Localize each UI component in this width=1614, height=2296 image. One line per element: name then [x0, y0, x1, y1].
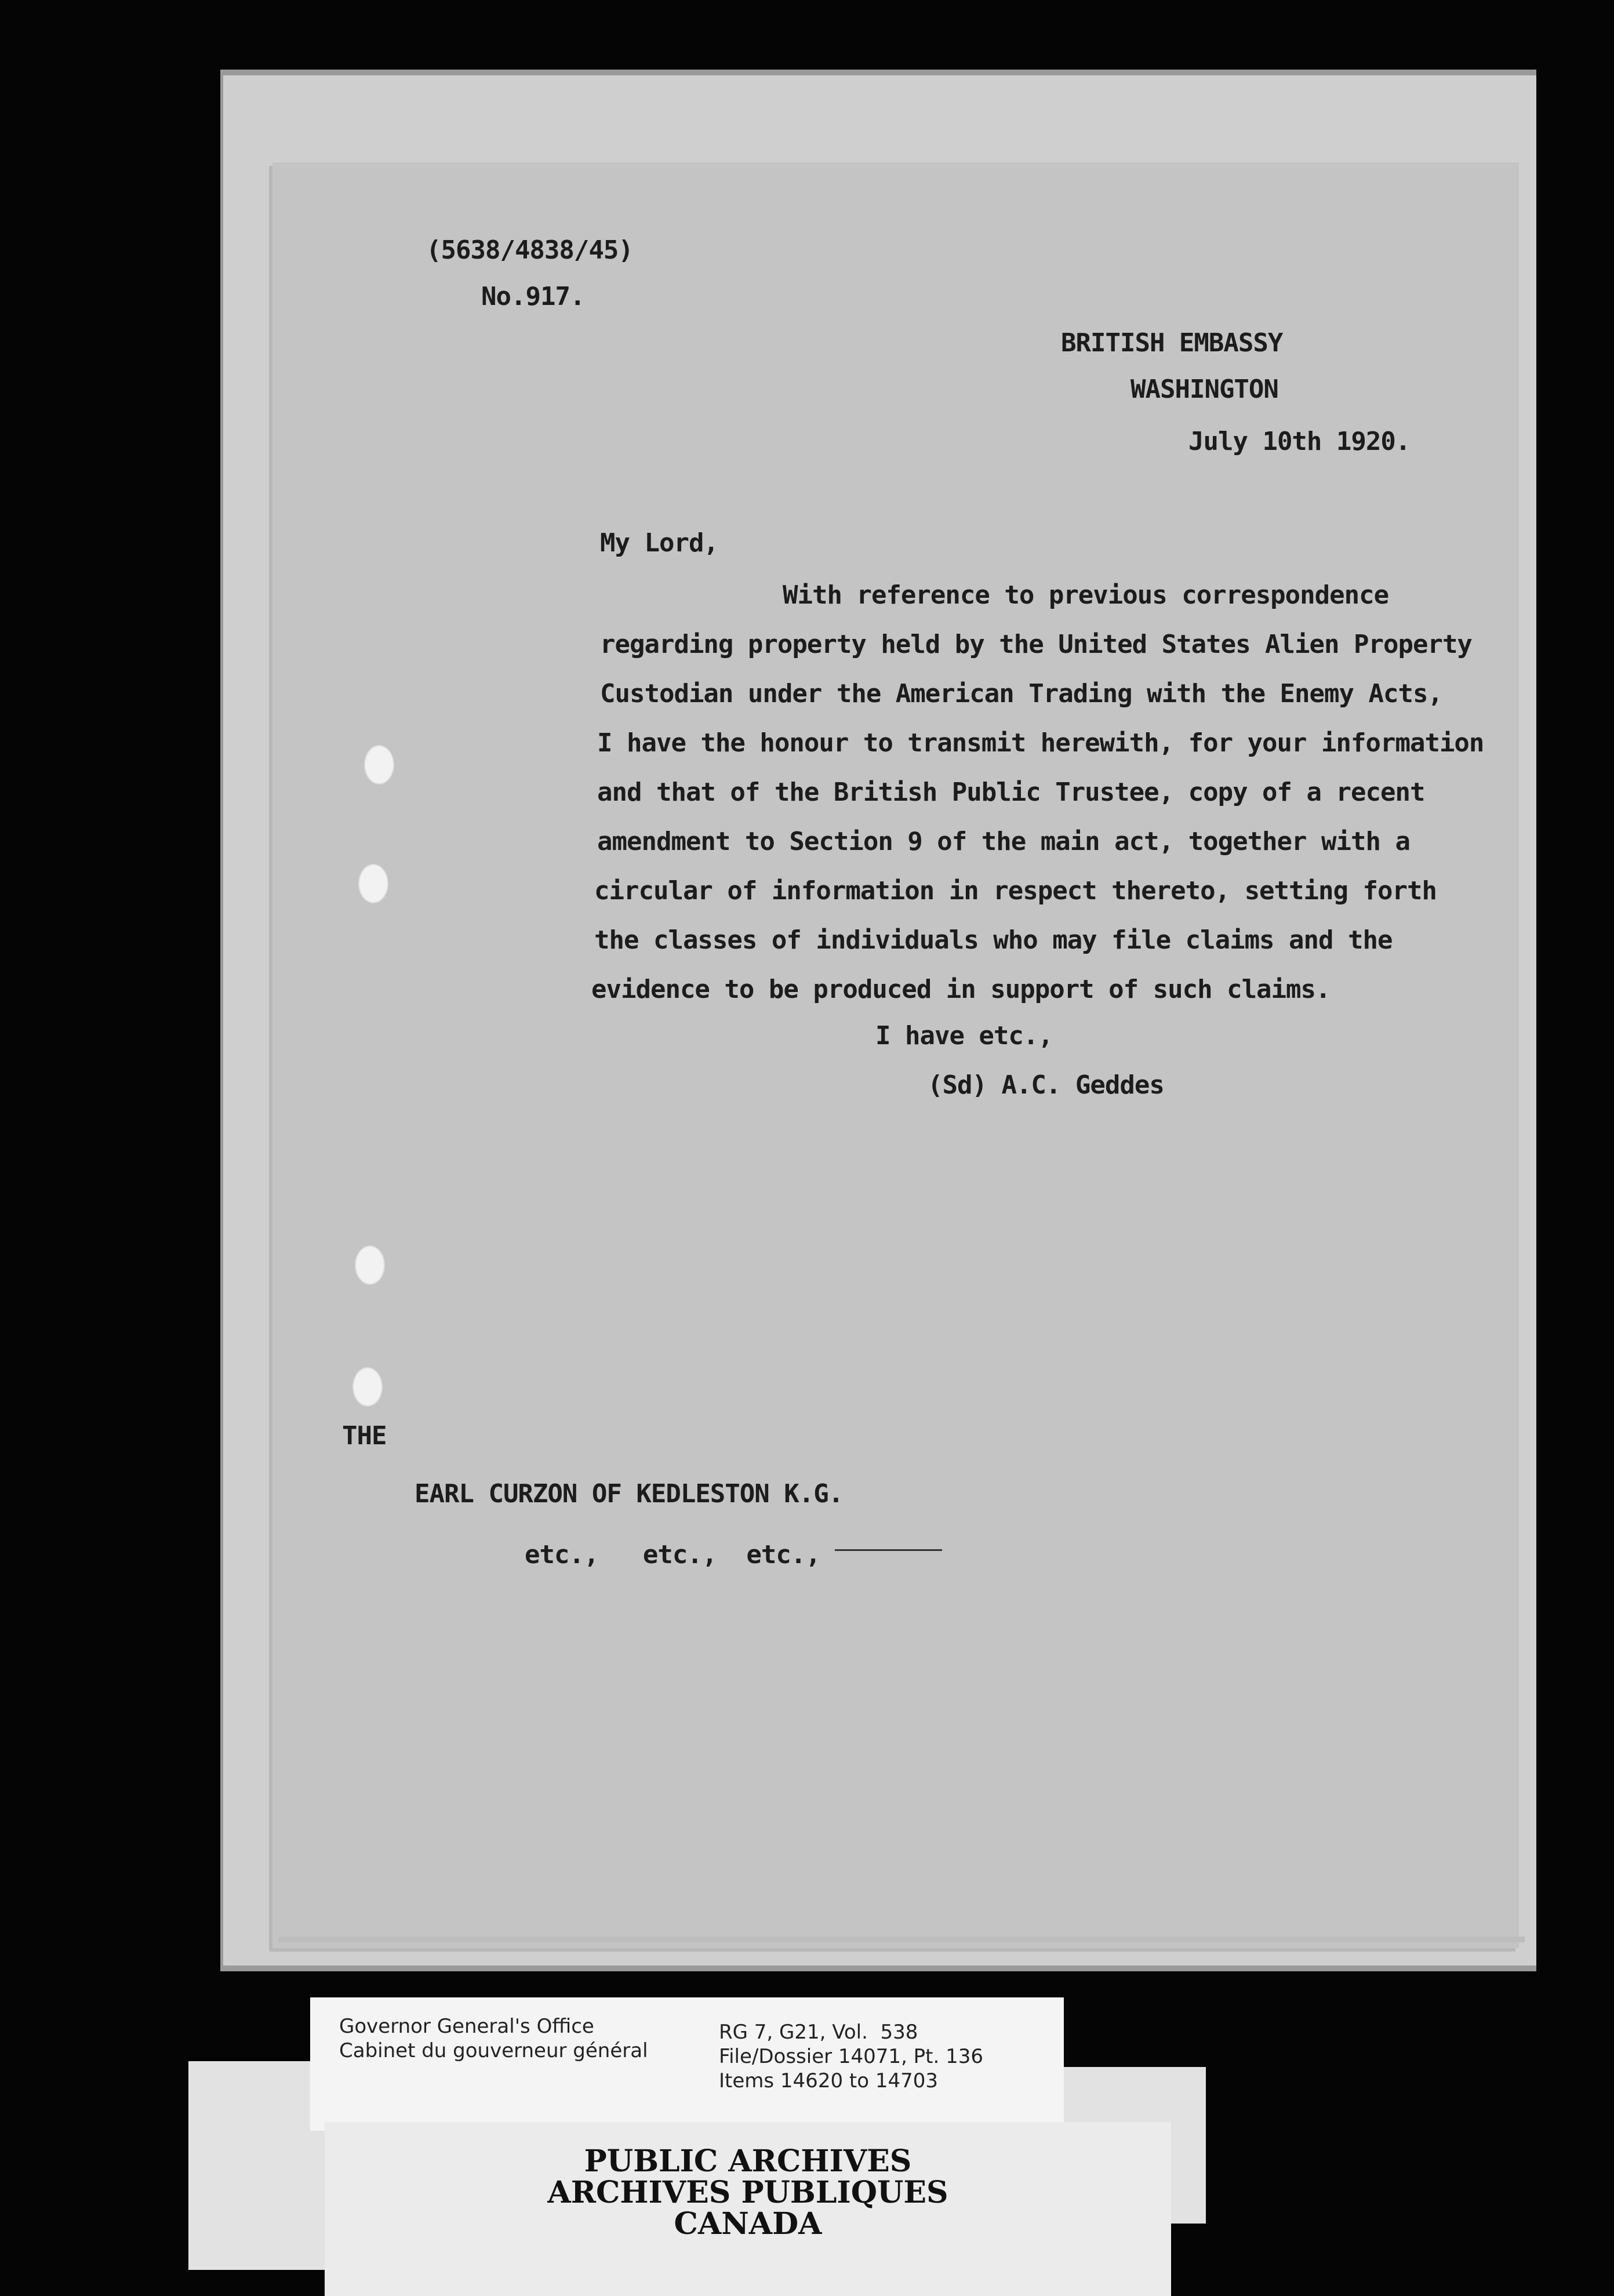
- body-line: I have the honour to transmit herewith, for your information: [597, 728, 1484, 758]
- recipient-etc: etc., etc., etc.,: [525, 1540, 820, 1570]
- letter-number: No.917.: [481, 282, 585, 311]
- punch-hole: [352, 1367, 383, 1407]
- stamp-line-3: CANADA: [674, 2206, 822, 2241]
- salutation: My Lord,: [600, 528, 718, 558]
- reference-line-3: Items 14620 to 14703: [719, 2069, 938, 2092]
- archive-stamp: [325, 2122, 1171, 2296]
- punch-hole: [355, 1245, 385, 1285]
- page-edge: [278, 1937, 1525, 1942]
- recipient-the: THE: [342, 1421, 387, 1451]
- file-reference: (5638/4838/45): [426, 235, 633, 265]
- body-line: the classes of individuals who may file claims and the: [594, 925, 1393, 955]
- office-english: Governor General's Office: [339, 2015, 594, 2038]
- stamp-line-2: ARCHIVES PUBLIQUES: [547, 2175, 948, 2210]
- punch-hole: [358, 864, 388, 903]
- reference-line-1: RG 7, G21, Vol. 538: [719, 2021, 918, 2044]
- punch-hole: [364, 745, 394, 784]
- pen-line: [835, 1549, 942, 1551]
- sender-line-2: WASHINGTON: [1130, 375, 1278, 404]
- archive-label: [310, 1997, 1064, 2131]
- stamp-line-1: PUBLIC ARCHIVES: [584, 2144, 912, 2179]
- body-line: regarding property held by the United States Alien Property: [600, 630, 1472, 659]
- body-line: evidence to be produced in support of such claims.: [591, 975, 1331, 1004]
- recipient-name: EARL CURZON OF KEDLESTON K.G.: [415, 1479, 844, 1509]
- body-line: amendment to Section 9 of the main act, together with a: [597, 827, 1410, 856]
- closing: I have etc.,: [875, 1021, 1053, 1051]
- reference-line-2: File/Dossier 14071, Pt. 136: [719, 2045, 984, 2068]
- letter-date: July 10th 1920.: [1188, 427, 1411, 456]
- body-line: circular of information in respect thereto, setting forth: [594, 876, 1437, 906]
- body-line: Custodian under the American Trading with the Enemy Acts,: [600, 679, 1442, 709]
- signature: (Sd) A.C. Geddes: [928, 1070, 1164, 1100]
- body-line: and that of the British Public Trustee, copy of a recent: [597, 778, 1425, 807]
- body-line: With reference to previous correspondence: [783, 580, 1389, 610]
- office-french: Cabinet du gouverneur général: [339, 2039, 648, 2062]
- sender-line-1: BRITISH EMBASSY: [1061, 328, 1283, 358]
